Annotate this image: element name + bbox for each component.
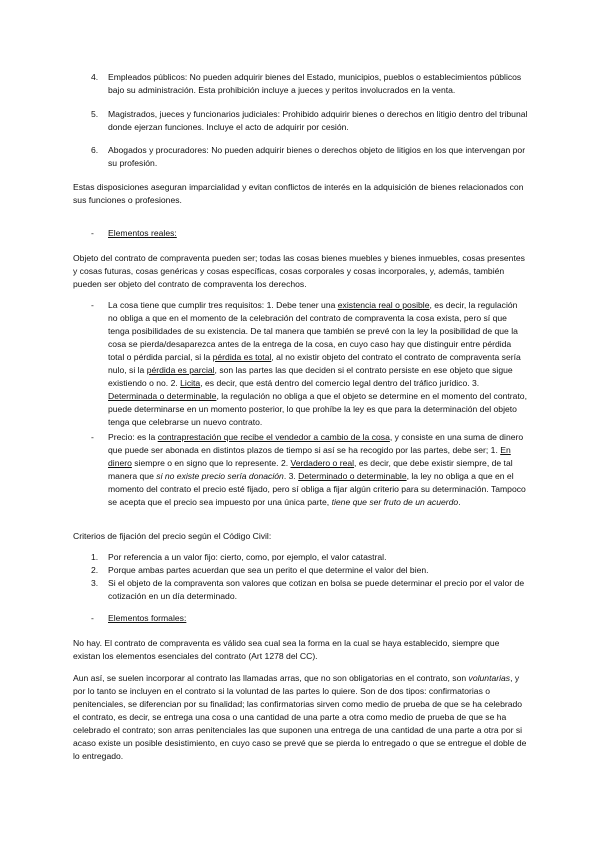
formales-paragraph: No hay. El contrato de compraventa es válido sea cual sea la forma en la cual se haya establecido, siempre que existan los elementos esenciales del contrato (Art 1278 del CC).: [73, 638, 500, 661]
criterios-heading: Criterios de fijación del precio según el Código Civil:: [73, 531, 272, 541]
list-item: Si el objeto de la compraventa son valores que cotizan en bolsa se puede determinar el precio por el valor de cotización en un día determinado.: [108, 578, 525, 601]
list-item: Magistrados, jueces y funcionarios judiciales: Prohibido adquirir bienes o derechos en litigio dentro del tribunal donde ejerzan funciones. Incluye el acto de adquirir por cesión.: [108, 109, 528, 132]
list-number: 2.: [91, 565, 99, 575]
list-number: 5.: [91, 109, 99, 119]
bullet-dash: -: [91, 300, 94, 310]
section-heading: Elementos reales:: [108, 228, 177, 238]
conclusion-paragraph: Estas disposiciones aseguran imparcialidad y evitan conflictos de interés en la adquisición de bienes relacionados con sus funciones o profesiones.: [73, 182, 524, 205]
list-number: 1.: [91, 552, 99, 562]
cosa-paragraph: La cosa tiene que cumplir tres requisitos: 1. Debe tener una existencia real o posible, es decir, la regulación no obliga a que en el momento de la celebración del contrato de compraventa la cosa exista, pero sí que tenga posibilidades de su existencia. De tal manera que también se prevé con la ley la posibilidad de que la cosa se pierda/desaparezca antes de la entrega de la cosa, en cuyo caso hay que distinguir entre pérdida total o pérdida parcial, si la pérdida es total, al no existir objeto del contrato el contrato de compraventa sería nulo, si la pérdida es parcial, son las partes las que deciden si el contrato persiste en ese objeto que sigue existiendo o no. 2. Licita, es decir, que está dentro del comercio legal dentro del tráfico jurídico. 3. Determinada o determinable, la regulación no obliga a que el objeto se determine en el momento del contrato, puede determinarse en un momento posterior, lo que prohíbe la ley es que para la determinación del objeto tenga que celebrarse un nuevo contrato.: [108, 300, 527, 427]
arras-paragraph: Aun así, se suelen incorporar al contrato las llamadas arras, que no son obligatorias en el contrato, son voluntarias, y por lo tanto se incluyen en el contrato si la voluntad de las partes lo quiere. Son de dos tipos: confirmatorias o penitenciales, se diferencian por su finalidad; las confirmatorias sirven como medio de prueba de que se ha celebrado el contrato, es decir, se entrega una cosa o una cantidad de una parte a otra como medio de prueba de que se ha celebrado el contrato; son arras penitenciales las que suponen una entrega de una cantidad de una parte a otra por si acaso existe un posible desistimiento, en cuyo caso se prevé que se pierda lo entregado o que se entregue el doble de lo entregado.: [73, 673, 527, 761]
list-number: 4.: [91, 72, 99, 82]
list-item: Empleados públicos: No pueden adquirir bienes del Estado, municipios, pueblos o establecimientos públicos bajo su administración. Esta prohibición incluye a jueces y peritos involucrados en la venta.: [108, 72, 522, 95]
list-number: 3.: [91, 578, 99, 588]
list-number: 6.: [91, 145, 99, 155]
bullet-dash: -: [91, 228, 94, 238]
list-item: Porque ambas partes acuerdan que sea un perito el que determine el valor del bien.: [108, 565, 429, 575]
list-item: Por referencia a un valor fijo: cierto, como, por ejemplo, el valor catastral.: [108, 552, 387, 562]
precio-paragraph: Precio: es la contraprestación que recibe el vendedor a cambio de la cosa, y consiste en una suma de dinero que puede ser abonada en distintos plazos de tiempo si así se ha recogido por las partes, debe ser; 1. En dinero siempre o en signo que lo represente. 2. Verdadero o real, es decir, que debe existir siempre, de tal manera que si no existe precio sería donación. 3. Determinado o determinable, la ley no obliga a que en el momento del contrato el precio esté fijado, pero sí obliga a fijar algún criterio para su determinación. Tampoco se acepta que el precio sea impuesto por una única parte, tiene que ser fruto de un acuerdo.: [108, 432, 526, 507]
list-item: Abogados y procuradores: No pueden adquirir bienes o derechos objeto de litigios en los que intervengan por su profesión.: [108, 145, 526, 168]
section-heading: Elementos formales:: [108, 613, 187, 623]
bullet-dash: -: [91, 613, 94, 623]
bullet-dash: -: [91, 432, 94, 442]
reales-intro: Objeto del contrato de compraventa pueden ser; todas las cosas bienes muebles y bienes inmuebles, cosas presentes y cosas futuras, cosas genéricas y cosas específicas, cosas corporales y cosas incorporales, y, además, también pueden ser objeto del contrato de compraventa los derechos.: [73, 253, 525, 289]
